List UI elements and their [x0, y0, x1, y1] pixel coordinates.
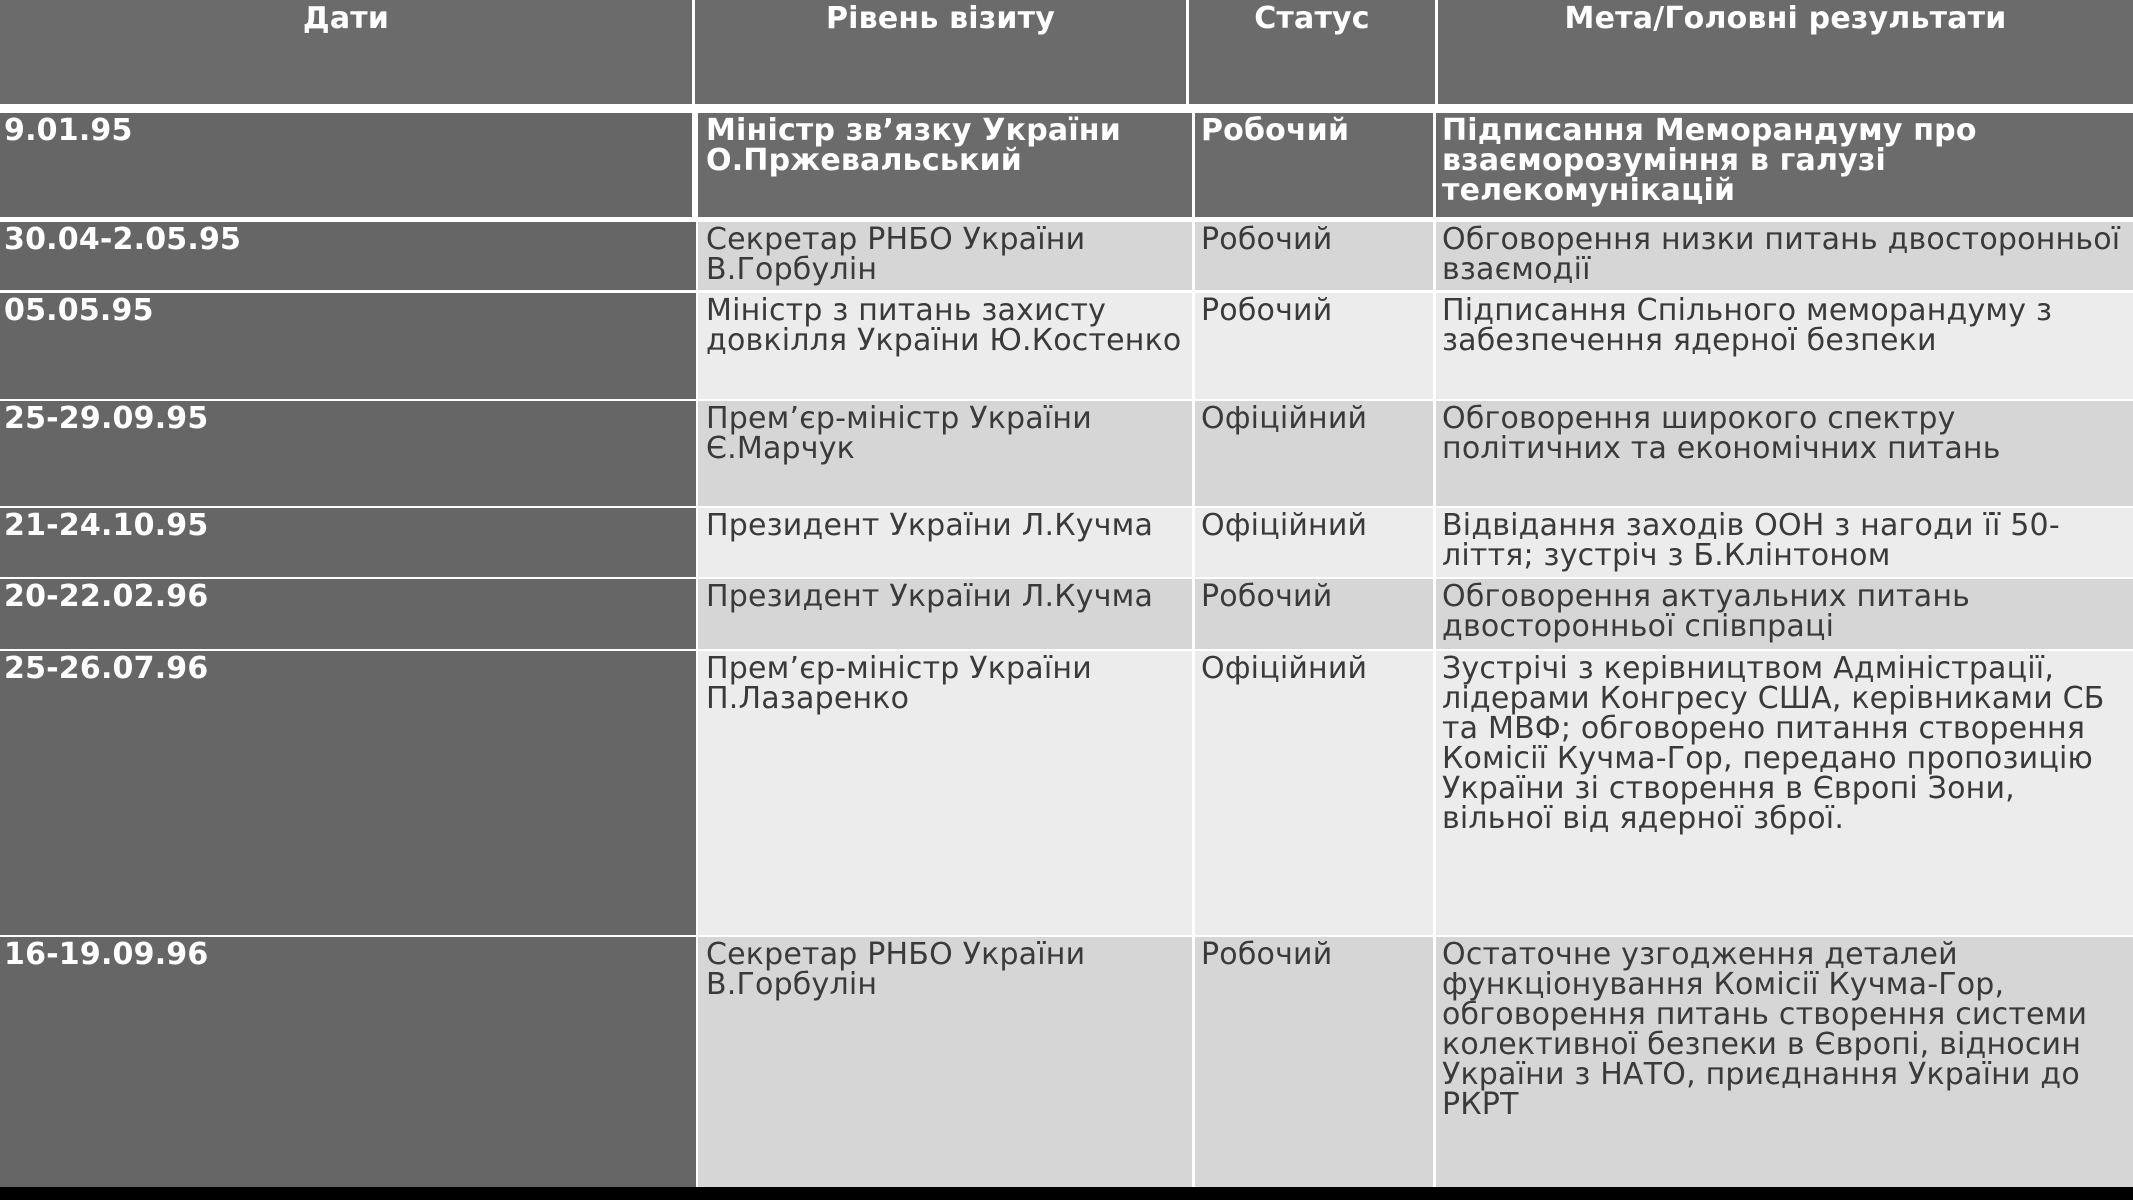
- row-2-level: Секретар РНБО України В.Горбулін: [698, 222, 1192, 290]
- row-3-level: Міністр з питань захисту довкілля України Ю.Костенко: [698, 293, 1192, 399]
- row-2-status: Робочий: [1195, 222, 1433, 290]
- header-level: Рівень візиту: [695, 0, 1186, 104]
- row-3-status: Робочий: [1195, 293, 1433, 399]
- row-6-status: Робочий: [1195, 579, 1433, 649]
- row-1-goal: Підписання Меморандуму про взаєморозуміння в галузі телекомунікацій: [1436, 113, 2133, 217]
- row-4-date: 25-29.09.95: [0, 401, 696, 506]
- row-5-date: 21-24.10.95: [0, 508, 696, 577]
- row-7-date: 25-26.07.96: [0, 651, 696, 935]
- row-1-status: Робочий: [1195, 113, 1433, 217]
- row-7-goal: Зустрічі з керівництвом Адміністрації, лідерами Конгресу США, керівниками СБ та МВФ; обговорено питання створення Комісії Кучма-Гор, передано пропозицію України зі створення в Європі Зони, вільної від ядерної зброї.: [1436, 651, 2133, 935]
- row-6-goal: Обговорення актуальних питань двосторонньої співпраці: [1436, 579, 2133, 649]
- header-dates: Дати: [0, 0, 692, 104]
- row-3-goal: Підписання Спільного меморандуму з забезпечення ядерної безпеки: [1436, 293, 2133, 399]
- bottom-border: [0, 1187, 2133, 1200]
- header-goal: Мета/Головні результати: [1438, 0, 2133, 104]
- row-2-goal: Обговорення низки питань двосторонньої взаємодії: [1436, 222, 2133, 290]
- row-1-level: Міністр зв’язку України О.Пржевальський: [698, 113, 1192, 217]
- row-5-status: Офіційний: [1195, 508, 1433, 577]
- row-8-date: 16-19.09.96: [0, 937, 696, 1187]
- row-8-status: Робочий: [1195, 937, 1433, 1187]
- row-4-status: Офіційний: [1195, 401, 1433, 506]
- row-8-level: Секретар РНБО України В.Горбулін: [698, 937, 1192, 1187]
- row-7-status: Офіційний: [1195, 651, 1433, 935]
- row-6-level: Президент України Л.Кучма: [698, 579, 1192, 649]
- row-2-date: 30.04-2.05.95: [0, 222, 696, 290]
- header-status: Статус: [1189, 0, 1435, 104]
- row-8-goal: Остаточне узгодження деталей функціонування Комісії Кучма-Гор, обговорення питань створення системи колективної безпеки в Європі, відносин України з НАТО, приєднання України до РКРТ: [1436, 937, 2133, 1187]
- row-3-date: 05.05.95: [0, 293, 696, 399]
- row-5-goal: Відвідання заходів ООН з нагоди її 50-ліття; зустріч з Б.Клінтоном: [1436, 508, 2133, 577]
- row-4-goal: Обговорення широкого спектру політичних та економічних питань: [1436, 401, 2133, 506]
- row-7-level: Прем’єр-міністр України П.Лазаренко: [698, 651, 1192, 935]
- row-6-date: 20-22.02.96: [0, 579, 696, 649]
- row-5-level: Президент України Л.Кучма: [698, 508, 1192, 577]
- row-4-level: Прем’єр-міністр України Є.Марчук: [698, 401, 1192, 506]
- row-1-date: 9.01.95: [0, 113, 692, 217]
